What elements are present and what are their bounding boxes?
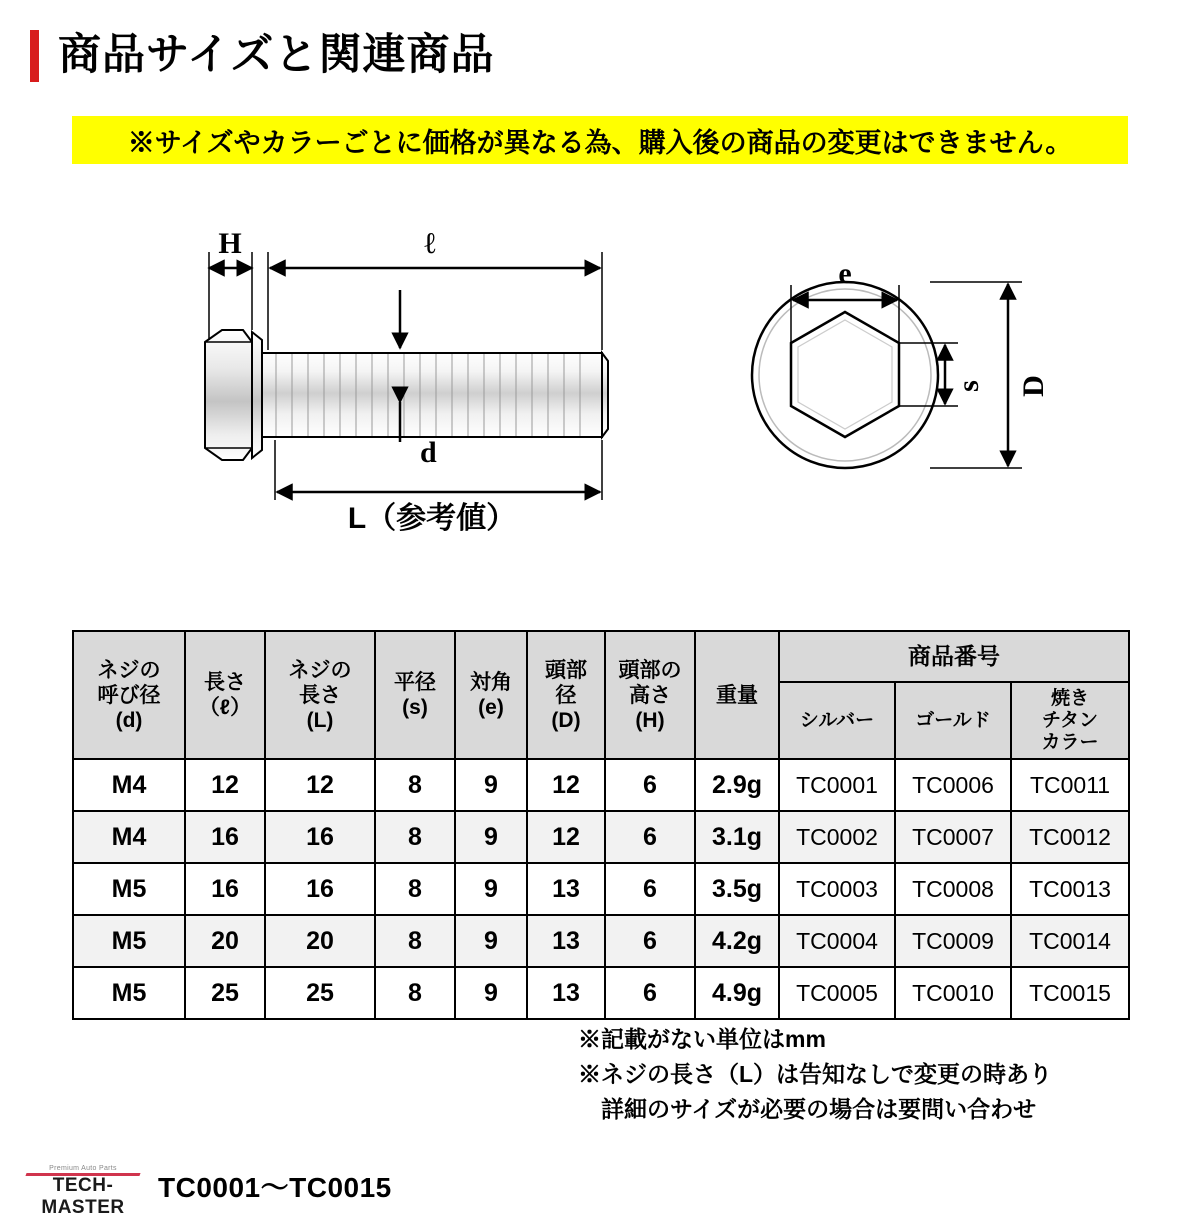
th-text: 頭部 (545, 658, 587, 682)
cell-head-diameter: 12 (527, 811, 605, 863)
cell-code-silver: TC0004 (779, 915, 895, 967)
cell-code-titanium: TC0014 (1011, 915, 1129, 967)
th-thread-length (265, 631, 375, 759)
footnotes (578, 1022, 1198, 1127)
dim-label-d: d (420, 436, 437, 469)
th-head-diameter (527, 631, 605, 759)
th-text: 平径 (394, 671, 436, 694)
cell-flat-diameter: 8 (375, 759, 455, 811)
notice-text: ※サイズやカラーごとに価格が異なる為、購入後の商品の変更はできません。 (127, 127, 1073, 158)
th-text: 対角 (470, 671, 512, 694)
cell-weight: 3.5g (695, 863, 779, 915)
cell-thread-length: 25 (265, 967, 375, 1019)
th-text: 焼き (1051, 687, 1090, 709)
cell-head-height: 6 (605, 915, 695, 967)
bolt-top-view (752, 282, 938, 468)
th-text: 高さ (629, 683, 671, 707)
th-text: 長さ (204, 671, 246, 694)
footnote-line-1: ※記載がない単位はmm (578, 1026, 826, 1052)
logo-tagline: Premium Auto Parts (49, 1165, 117, 1172)
cell-nominal-diameter: M5 (73, 915, 185, 967)
cell-length: 20 (185, 915, 265, 967)
cell-weight: 4.9g (695, 967, 779, 1019)
th-text: (L) (306, 708, 334, 732)
th-text: ネジの (97, 658, 161, 682)
cell-across-corners: 9 (455, 863, 527, 915)
cell-code-silver: TC0001 (779, 759, 895, 811)
cell-head-height: 6 (605, 811, 695, 863)
cell-code-silver: TC0005 (779, 967, 895, 1019)
cell-across-corners: 9 (455, 759, 527, 811)
cell-weight: 3.1g (695, 811, 779, 863)
th-flat-diameter (375, 631, 455, 759)
cell-across-corners: 9 (455, 811, 527, 863)
th-text: （ℓ） (198, 696, 252, 719)
spec-table (72, 630, 1130, 1020)
th-text: (D) (551, 708, 581, 732)
cell-code-gold: TC0006 (895, 759, 1011, 811)
dim-label-s: s (952, 380, 985, 392)
cell-nominal-diameter: M5 (73, 863, 185, 915)
th-text: 長さ (299, 683, 341, 707)
th-text: カラー (1041, 731, 1099, 753)
cell-thread-length: 20 (265, 915, 375, 967)
cell-across-corners: 9 (455, 967, 527, 1019)
cell-head-diameter: 12 (527, 759, 605, 811)
cell-nominal-diameter: M4 (73, 811, 185, 863)
product-code-range: TC0001〜TC0015 (158, 1172, 392, 1203)
th-text: (e) (478, 696, 504, 719)
th-gold: ゴールド (895, 682, 1011, 759)
cell-thread-length: 16 (265, 863, 375, 915)
cell-flat-diameter: 8 (375, 915, 455, 967)
cell-flat-diameter: 8 (375, 967, 455, 1019)
th-product-number-group: 商品番号 (779, 631, 1129, 682)
logo-wordmark: TECH-MASTER (41, 1175, 125, 1218)
cell-head-height: 6 (605, 967, 695, 1019)
th-text: 頭部の (618, 658, 682, 682)
spec-table-wrap (72, 630, 1128, 1020)
dim-label-H: H (218, 227, 242, 260)
cell-code-titanium: TC0013 (1011, 863, 1129, 915)
cell-code-gold: TC0010 (895, 967, 1011, 1019)
cell-code-titanium: TC0011 (1011, 759, 1129, 811)
cell-length: 25 (185, 967, 265, 1019)
dim-label-l-small: ℓ (424, 227, 436, 260)
th-text: 径 (555, 683, 577, 707)
cell-flat-diameter: 8 (375, 863, 455, 915)
table-row (73, 967, 1129, 1019)
th-text: (s) (402, 696, 428, 719)
dim-label-L: L（参考値） (347, 502, 517, 535)
cell-head-diameter: 13 (527, 967, 605, 1019)
tech-master-logo (18, 1163, 148, 1218)
footer-bar (0, 1160, 1200, 1218)
th-head-height (605, 631, 695, 759)
table-row (73, 759, 1129, 811)
cell-length: 16 (185, 863, 265, 915)
footnote-line-2: ※ネジの長さ（L）は告知なしで変更の時あり (578, 1061, 1053, 1087)
bolt-side-view (205, 330, 608, 460)
th-text: ネジの (288, 658, 352, 682)
cell-across-corners: 9 (455, 915, 527, 967)
th-silver: シルバー (779, 682, 895, 759)
cell-weight: 4.2g (695, 915, 779, 967)
cell-head-height: 6 (605, 759, 695, 811)
th-nominal-diameter (73, 631, 185, 759)
page-header (0, 0, 1200, 100)
footnote-line-3: 詳細のサイズが必要の場合は要問い合わせ (578, 1096, 1037, 1122)
cell-thread-length: 16 (265, 811, 375, 863)
table-header-row-1 (73, 631, 1129, 682)
header-accent-bar (30, 30, 39, 82)
notice-banner (72, 116, 1128, 164)
cell-length: 12 (185, 759, 265, 811)
cell-length: 16 (185, 811, 265, 863)
th-weight: 重量 (695, 631, 779, 759)
cell-flat-diameter: 8 (375, 811, 455, 863)
cell-head-diameter: 13 (527, 863, 605, 915)
cell-thread-length: 12 (265, 759, 375, 811)
cell-nominal-diameter: M5 (73, 967, 185, 1019)
page-title: 商品サイズと関連商品 (58, 31, 495, 79)
th-across-corners (455, 631, 527, 759)
cell-code-gold: TC0008 (895, 863, 1011, 915)
cell-nominal-diameter: M4 (73, 759, 185, 811)
th-text: チタン (1041, 709, 1099, 731)
cell-code-titanium: TC0015 (1011, 967, 1129, 1019)
th-text: (H) (635, 708, 665, 732)
th-length (185, 631, 265, 759)
table-row (73, 915, 1129, 967)
cell-code-silver: TC0002 (779, 811, 895, 863)
bolt-dimension-diagram (0, 190, 1200, 610)
cell-head-height: 6 (605, 863, 695, 915)
dim-label-e: e (838, 257, 852, 290)
cell-code-titanium: TC0012 (1011, 811, 1129, 863)
cell-head-diameter: 13 (527, 915, 605, 967)
table-row (73, 863, 1129, 915)
cell-code-gold: TC0009 (895, 915, 1011, 967)
dim-label-D: D (1017, 375, 1050, 397)
cell-code-gold: TC0007 (895, 811, 1011, 863)
th-text: (d) (115, 708, 143, 732)
cell-weight: 2.9g (695, 759, 779, 811)
th-text: 呼び径 (97, 683, 161, 707)
table-row (73, 811, 1129, 863)
th-burnt-titanium (1011, 682, 1129, 759)
cell-code-silver: TC0003 (779, 863, 895, 915)
